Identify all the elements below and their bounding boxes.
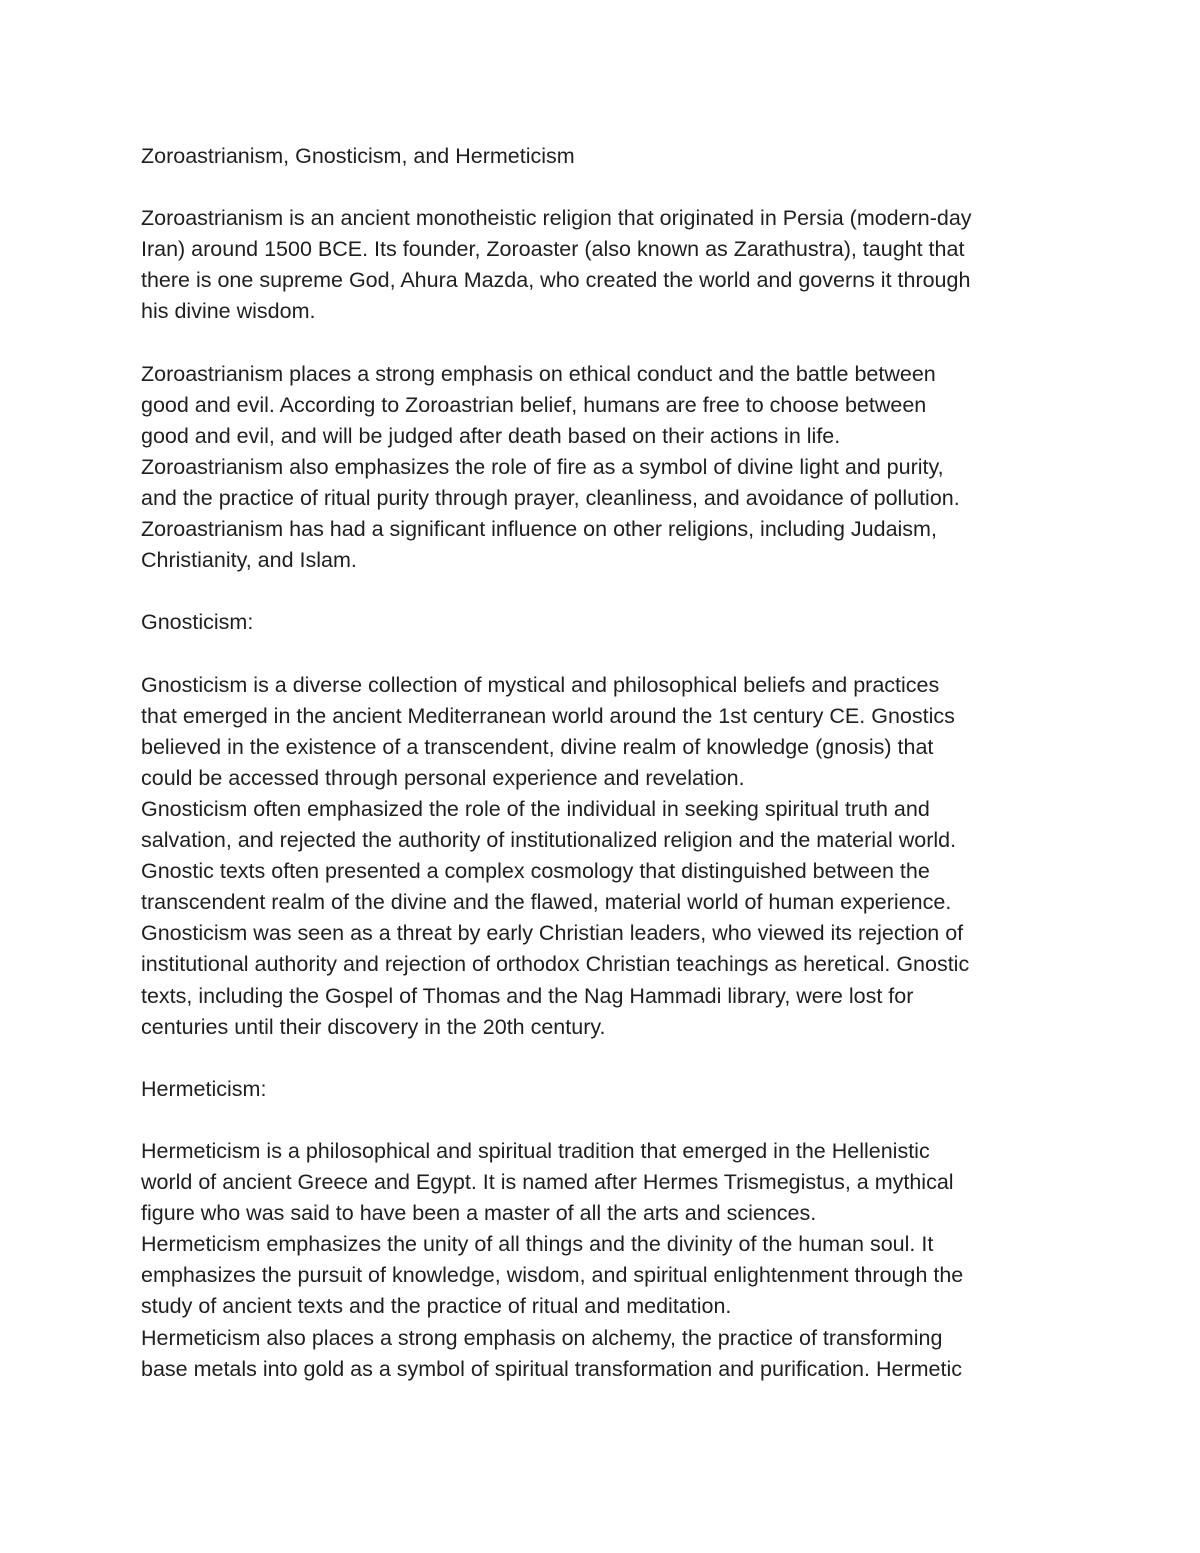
spacer (141, 328, 1061, 359)
text-line: Hermeticism emphasizes the unity of all things and the divinity of the human soul. It (141, 1232, 934, 1257)
text-line: Gnosticism often emphasized the role of the individual in seeking spiritual truth and (141, 796, 930, 821)
text-line: institutional authority and rejection of orthodox Christian teachings as heretical. Gnostic (141, 952, 970, 977)
text-line: texts, including the Gospel of Thomas and the Nag Hammadi library, were lost for (141, 983, 914, 1008)
text-line: could be accessed through personal experience and revelation. (141, 765, 745, 790)
text-line: emphasizes the pursuit of knowledge, wisdom, and spiritual enlightenment through the (141, 1263, 964, 1288)
text-line: Iran) around 1500 BCE. Its founder, Zoroaster (also known as Zarathustra), taught that (141, 237, 965, 262)
spacer (141, 576, 1061, 607)
text-line: good and evil, and will be judged after death based on their actions in life. (141, 423, 841, 448)
text-line: believed in the existence of a transcendent, divine realm of knowledge (gnosis) that (141, 734, 934, 759)
text-line: Hermeticism is a philosophical and spiritual tradition that emerged in the Hellenistic (141, 1139, 930, 1163)
spacer (141, 1105, 1061, 1136)
text-line: centuries until their discovery in the 20th century. (141, 1014, 606, 1039)
text-line: Zoroastrianism also emphasizes the role of fire as a symbol of divine light and purity, (141, 454, 944, 479)
hermeticism-heading: Hermeticism: (141, 1076, 267, 1101)
text-line: Zoroastrianism places a strong emphasis on ethical conduct and the battle between (141, 361, 936, 386)
text-line: there is one supreme God, Ahura Mazda, who created the world and governs it through (141, 268, 971, 293)
text-line: Gnostic texts often presented a complex cosmology that distinguished between the (141, 859, 930, 884)
text-line: his divine wisdom. (141, 299, 316, 324)
text-line: Gnosticism was seen as a threat by early Christian leaders, who viewed its rejection of (141, 921, 964, 946)
gnosticism-heading: Gnosticism: (141, 610, 254, 635)
text-line: figure who was said to have been a master of all the arts and sciences. (141, 1201, 817, 1226)
text-line: base metals into gold as a symbol of spiritual transformation and purification. Hermetic (141, 1356, 962, 1381)
document-body (141, 141, 1061, 1385)
text-line: good and evil. According to Zoroastrian belief, humans are free to choose between (141, 392, 927, 417)
text-line: world of ancient Greece and Egypt. It is named after Hermes Trismegistus, a mythical (141, 1170, 954, 1195)
text-line: Zoroastrianism is an ancient monotheistic religion that originated in Persia (modern-day (141, 206, 972, 231)
spacer (141, 172, 1061, 203)
spacer (141, 1043, 1061, 1074)
zoroastrianism-paragraph-1 (141, 203, 1061, 327)
text-line: Gnosticism is a diverse collection of mystical and philosophical beliefs and practices (141, 672, 940, 697)
text-line: salvation, and rejected the authority of institutionalized religion and the material world. (141, 828, 957, 853)
gnosticism-paragraph (141, 670, 1061, 1043)
text-line: study of ancient texts and the practice of ritual and meditation. (141, 1294, 732, 1319)
text-line: Christianity, and Islam. (141, 548, 357, 573)
hermeticism-paragraph (141, 1136, 1061, 1385)
text-line: that emerged in the ancient Mediterranean world around the 1st century CE. Gnostics (141, 703, 955, 728)
document-title: Zoroastrianism, Gnosticism, and Hermeticism (141, 144, 575, 168)
text-line: Hermeticism also places a strong emphasis on alchemy, the practice of transforming (141, 1325, 943, 1350)
text-line: and the practice of ritual purity through prayer, cleanliness, and avoidance of pollution. (141, 486, 960, 511)
text-line: transcendent realm of the divine and the flawed, material world of human experience. (141, 890, 952, 915)
spacer (141, 639, 1061, 670)
zoroastrianism-paragraph-2 (141, 359, 1061, 577)
text-line: Zoroastrianism has had a significant influence on other religions, including Judaism, (141, 517, 937, 542)
